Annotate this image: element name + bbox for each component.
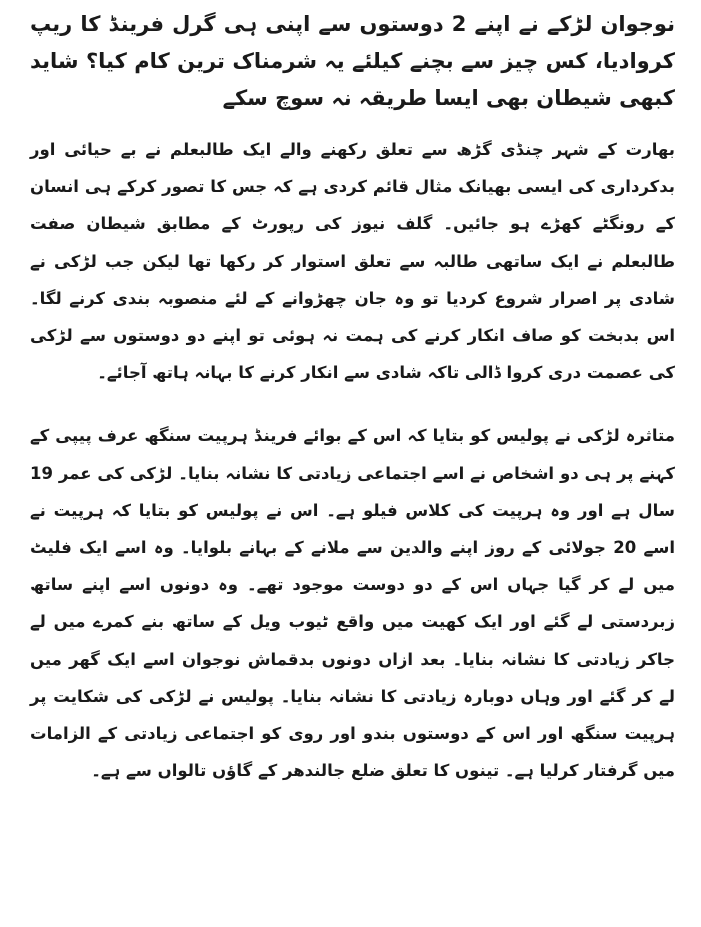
article-headline: نوجوان لڑکے نے اپنے 2 دوستوں سے اپنی ہی گرل فرینڈ کا ریپ کروادیا، کس چیز سے بچنے کیلئے یہ شرمناک ترین کام کیا؟ شاید کبھی شیطان بھی ایسا طریقہ نہ سوچ سکے xyxy=(30,12,675,110)
article-paragraph-1: بھارت کے شہر چنڈی گڑھ سے تعلق رکھنے والے ایک طالبعلم نے بے حیائی اور بدکرداری کی ایسی بھیانک مثال قائم کردی ہے کہ جس کا تصور کرکے ہی انسان کے رونگٹے کھڑے ہو جائیں۔ گلف نیوز کی رپورٹ کے مطابق شیطان صفت طالبعلم نے ایک ساتھی طالبہ سے تعلق استوار کر رکھا تھا لیکن جب لڑکی نے شادی پر اصرار شروع کردیا تو وہ جان چھڑوانے کے لئے منصوبہ بندی کرنے لگا۔ اس بدبخت کو صاف انکار کرنے کی ہمت نہ ہوئی تو اپنے دو دوستوں سے لڑکی کی عصمت دری کروا ڈالی تاکہ شادی سے انکار کرنے کا بہانہ ہاتھ آجائے۔ xyxy=(30,140,675,383)
article-paragraph-2: متاثرہ لڑکی نے پولیس کو بتایا کہ اس کے بوائے فرینڈ ہرپیت سنگھ عرف پیپی کے کہنے پر ہی دو اشخاص نے اسے اجتماعی زیادتی کا نشانہ بنایا۔ لڑکی کی عمر 19 سال ہے اور وہ ہرپیت کی کلاس فیلو ہے۔ اس نے پولیس کو بتایا کہ ہرپیت نے اسے 20 جولائی کے روز اپنے والدین سے ملانے کے بہانے بلوایا۔ وہ اسے ایک فلیٹ میں لے کر گیا جہاں اس کے دو دوست موجود تھے۔ وہ دونوں اسے اپنے ساتھ زبردستی لے گئے اور ایک کھیت میں واقع ٹیوب ویل کے ساتھ بنے کمرے میں لے جاکر زیادتی کا نشانہ بنایا۔ بعد ازاں دونوں بدقماش نوجوان اسے ایک گھر میں لے کر گئے اور وہاں دوبارہ زیادتی کا نشانہ بنایا۔ پولیس نے لڑکی کی شکایت پر ہرپیت سنگھ اور اس کے دوستوں بندو اور روی کو اجتماعی زیادتی کے الزامات میں گرفتار کرلیا ہے۔ تینوں کا تعلق ضلع جالندھر کے گاؤں تالواں سے ہے۔ xyxy=(30,426,676,781)
